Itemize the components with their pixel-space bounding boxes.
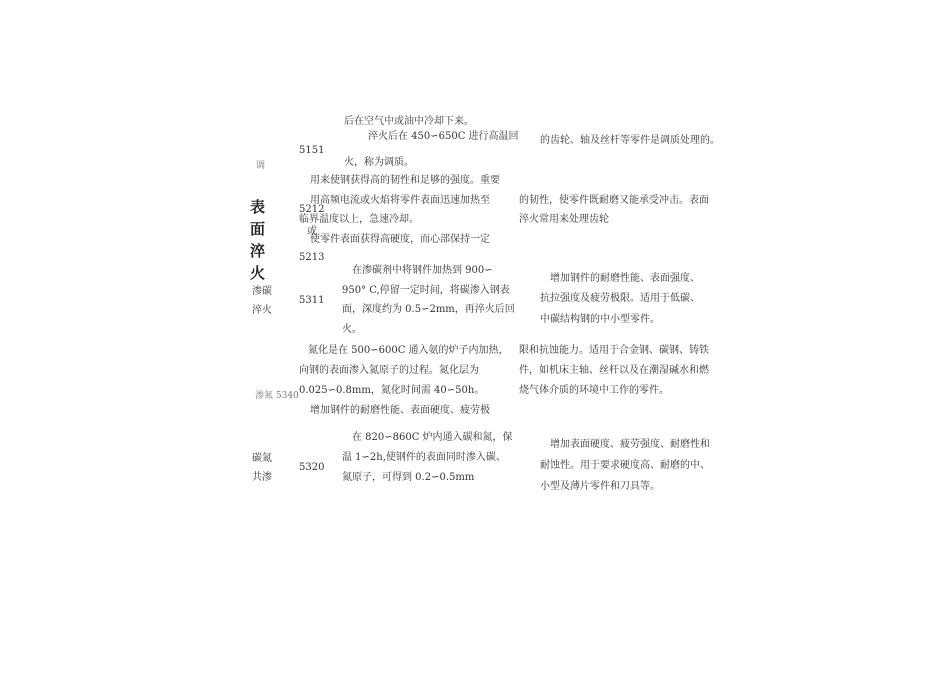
process-line: 火。 <box>342 324 362 335</box>
code-5213: 5213 <box>299 252 325 263</box>
process-line: 后在空气中或油中冷却下来。 <box>344 116 474 127</box>
application-text: 增加钢件的耐磨性能、表面强度、 <box>550 273 700 284</box>
process-line: 用高频电流或火焰将零件表面迅速加热至 <box>310 195 490 206</box>
code-5320: 5320 <box>299 462 325 473</box>
process-line: 面，深度约为 0.5∽2mm，再淬火后回 <box>342 304 515 315</box>
application-text: 增加表面硬度、疲劳强度、耐磨性和 <box>550 439 710 450</box>
process-line: 临界温度以上，急速冷却。 <box>299 214 419 225</box>
process-line: 950° C,停留一定时间，将碳渗入钢表 <box>342 285 510 296</box>
application-text: 限和抗蚀能力。适用于合金钢、碳钢、铸铁 <box>519 345 709 356</box>
row-label-carbonitride: 共渗 <box>252 472 272 483</box>
row-label-surface-quench: 表面淬火 <box>250 198 266 282</box>
application-text: 件，如机床主轴、丝杆以及在潮湿碱水和燃 <box>519 365 709 376</box>
code-5151: 5151 <box>299 145 325 156</box>
process-line: 氮化是在 500∽600C 通入氨的炉子内加热， <box>308 345 509 356</box>
process-line: 向钢的表面渗入氮原子的过程。氮化层为 <box>299 365 479 376</box>
code-or: 或 <box>307 226 317 237</box>
process-line: 增加钢件的耐磨性能、表面硬度、疲劳极 <box>310 405 490 416</box>
application-text: 的齿轮、轴及丝杆等零件是调质处理的。 <box>540 135 720 146</box>
process-line: 在渗碳剂中将钢件加热到 900∽ <box>352 265 493 276</box>
process-line: 用来使钢获得高的韧性和足够的强度。重要 <box>310 175 500 186</box>
code-5311: 5311 <box>299 295 325 306</box>
application-text: 中碳结构钢的中小型零件。 <box>540 314 660 325</box>
application-text: 小型及薄片零件和刀具等。 <box>540 481 660 492</box>
code-5212: 5212 <box>299 204 325 215</box>
application-text: 烧气体介质的环境中工作的零件。 <box>519 385 669 396</box>
process-line: 在 820∽860C 炉内通入碳和氮，保 <box>352 432 513 443</box>
row-label-carbonitride: 碳氮 <box>252 453 272 464</box>
row-label-nitride: 渗氮 5340 <box>255 391 299 401</box>
process-line: 使零件表面获得高硬度，而心部保持一定 <box>310 234 490 245</box>
process-line: 0.025∽0.8mm，氮化时间需 40∽50h。 <box>299 385 485 396</box>
application-text: 的韧性，使零件既耐磨又能承受冲击。表面 <box>519 195 709 206</box>
process-line: 淬火后在 450∽650C 进行高温回 <box>368 131 519 142</box>
row-label-quench: 调 <box>256 161 266 171</box>
process-line: 火，称为调质。 <box>344 157 414 168</box>
row-label-carburize: 淬火 <box>252 305 272 316</box>
application-text: 抗拉强度及疲劳极限。适用于低碳、 <box>540 293 700 304</box>
process-line: 温 1∽2h,使钢件的表面同时渗入碳、 <box>342 452 506 463</box>
process-line: 氮原子，可得到 0.2∽0.5mm <box>342 472 475 483</box>
application-text: 耐蚀性。用于要求硬度高、耐磨的中、 <box>540 460 710 471</box>
application-text: 淬火常用来处理齿轮 <box>519 214 609 225</box>
row-label-carburize: 渗碳 <box>252 286 272 297</box>
